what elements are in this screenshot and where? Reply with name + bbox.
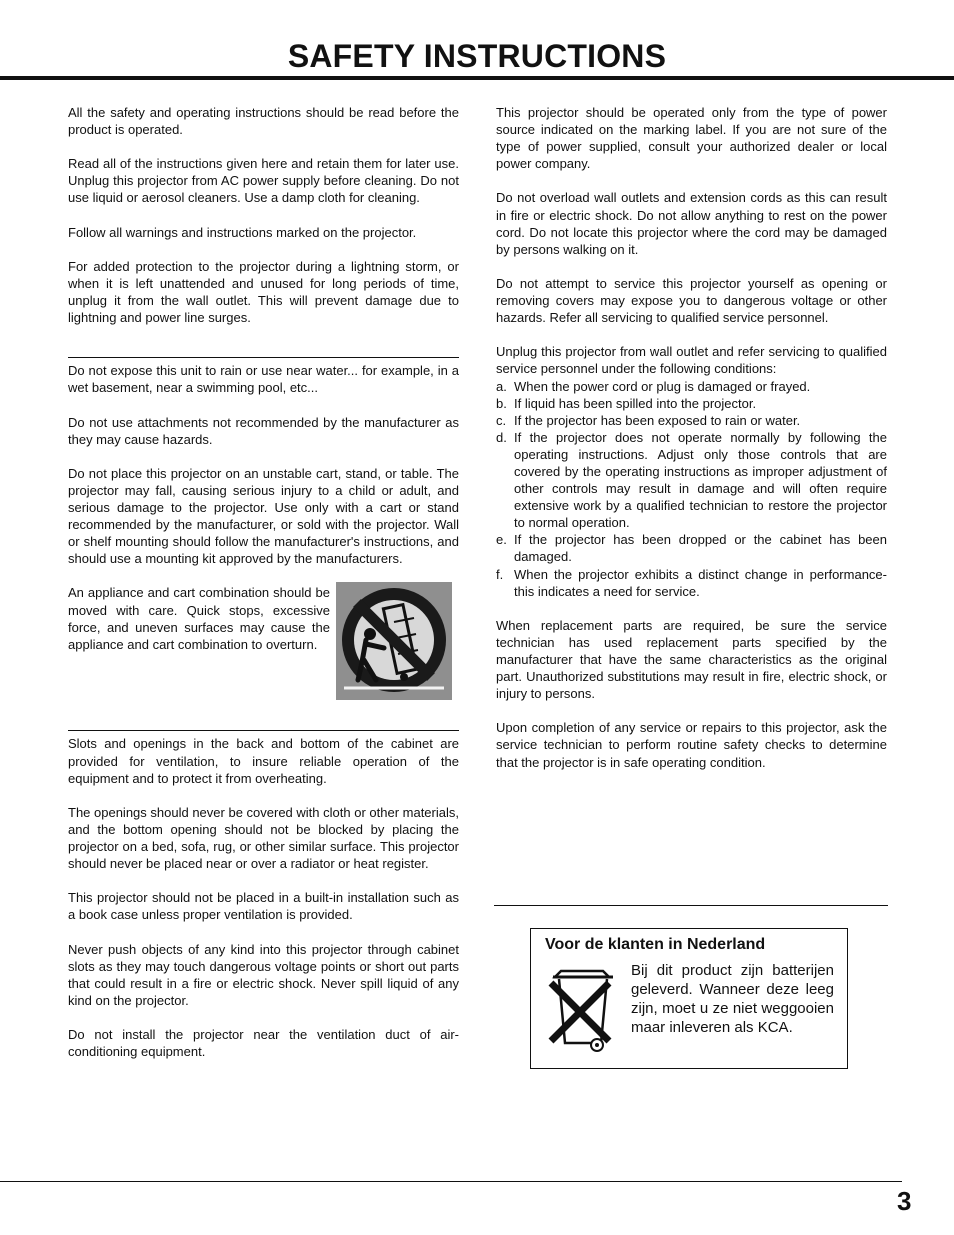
list-item: f. When the projector exhibits a distinct change in performance-this indicates a need for service.	[496, 566, 887, 599]
paragraph: Never push objects of any kind into this projector through cabinet slots as they may touch dangerous voltage points or short out parts that could result in a fire or electric shock. Never spill liquid of any kind on the projector.	[68, 941, 459, 1008]
paragraph: Upon completion of any service or repairs to this projector, ask the service technician to perform routine safety checks to determine that the projector is in safe operating condition.	[496, 720, 887, 770]
paragraph: An appliance and cart combination should be moved with care. Quick stops, excessive force, and uneven surfaces may cause the appliance and cart combination to overturn.	[68, 585, 330, 652]
paragraph: Do not overload wall outlets and extension cords as this can result in fire or electric shock. Do not allow anything to rest on the power cord. Do not locate this projector where the cord may be damaged by persons walking on it.	[496, 190, 887, 257]
page-number: 3	[897, 1186, 912, 1216]
title-rule	[0, 76, 954, 80]
section-divider	[494, 905, 888, 906]
paragraph: This projector should be operated only from the type of power source indicated on the marking label. If you are not sure of the type of power supplied, consult your authorized dealer or local power company.	[496, 105, 887, 172]
paragraph: All the safety and operating instructions should be read before the product is operated.	[68, 105, 459, 138]
paragraph: Do not expose this unit to rain or use near water... for example, in a wet basement, near a swimming pool, etc...	[68, 363, 459, 396]
kca-title: Voor de klanten in Nederland	[545, 936, 766, 953]
kca-notice-box	[530, 928, 848, 1069]
list-item: a. When the power cord or plug is damaged or frayed.	[496, 378, 811, 394]
list-item: d. If the projector does not operate normally by following the operating instructions. Adjust only those controls that are covered by the operating instructions as improper adjustment of other controls may result in damage and will often require extensive work by a qualified technician to restore the projector to normal operation.	[496, 429, 887, 531]
kca-text: Bij dit product zijn batterijen geleverd. Wanneer deze leeg zijn, moet u ze niet weggooien maar inleveren als KCA.	[631, 962, 834, 1036]
service-conditions-list	[496, 378, 887, 600]
paragraph: Follow all warnings and instructions marked on the projector.	[68, 224, 417, 240]
section-divider	[68, 357, 459, 358]
cart-tipover-warning-icon	[336, 582, 452, 700]
paragraph: Slots and openings in the back and bottom of the cabinet are provided for ventilation, to insure reliable operation of the equipment and to protect it from overheating.	[68, 736, 459, 786]
crossed-out-wheelie-bin-icon	[543, 961, 623, 1055]
paragraph: Unplug this projector from wall outlet and refer servicing to qualified service personnel under the following conditions:	[496, 344, 887, 377]
paragraph: Do not use attachments not recommended by the manufacturer as they may cause hazards.	[68, 414, 459, 447]
left-column	[68, 104, 459, 1077]
list-item: c. If the projector has been exposed to rain or water.	[496, 412, 801, 428]
paragraph: Do not place this projector on an unstable cart, stand, or table. The projector may fall, causing serious injury to a child or adult, and serious damage to the projector. Use only with a cart or stand recommended by the manufacturer, or sold with the projector. Wall or shelf mounting should follow the manufacturer's instructions, and should use a mounting kit approved by the manufacturers.	[68, 465, 459, 567]
paragraph: The openings should never be covered with cloth or other materials, and the bottom opening should not be blocked by placing the projector on a bed, sofa, rug, or other similar surface. This projector should never be placed near or over a radiator or heat register.	[68, 804, 459, 872]
paragraph: Read all of the instructions given here and retain them for later use. Unplug this projector from AC power supply before cleaning. Do not use liquid or aerosol cleaners. Use a damp cloth for cleaning.	[68, 156, 459, 206]
right-column	[496, 104, 887, 788]
paragraph: Do not install the projector near the ventilation duct of air-conditioning equipment.	[68, 1027, 459, 1060]
paragraph: For added protection to the projector during a lightning storm, or when it is left unattended and unused for long periods of time, unplug it from the wall outlet. This will prevent damage due to lightning and power line surges.	[68, 258, 459, 326]
paragraph: When replacement parts are required, be sure the service technician has used replacement parts specified by the manufacturer that have the same characteristics as the original part. Unauthorized substitutions may result in fire, electric shock, or injury to persons.	[496, 617, 887, 702]
list-item: b. If liquid has been spilled into the projector.	[496, 395, 757, 411]
paragraph: Do not attempt to service this projector yourself as opening or removing covers may expose you to dangerous voltage or other hazards. Refer all servicing to qualified service personnel.	[496, 275, 887, 326]
page-title: SAFETY INSTRUCTIONS	[287, 38, 667, 74]
footer-rule	[0, 1181, 902, 1182]
cart-warning-block	[68, 584, 459, 704]
list-item: e. If the projector has been dropped or the cabinet has been damaged.	[496, 532, 887, 565]
paragraph: This projector should not be placed in a built-in installation such as a book case unless proper ventilation is provided.	[68, 890, 459, 923]
section-divider	[68, 730, 459, 731]
